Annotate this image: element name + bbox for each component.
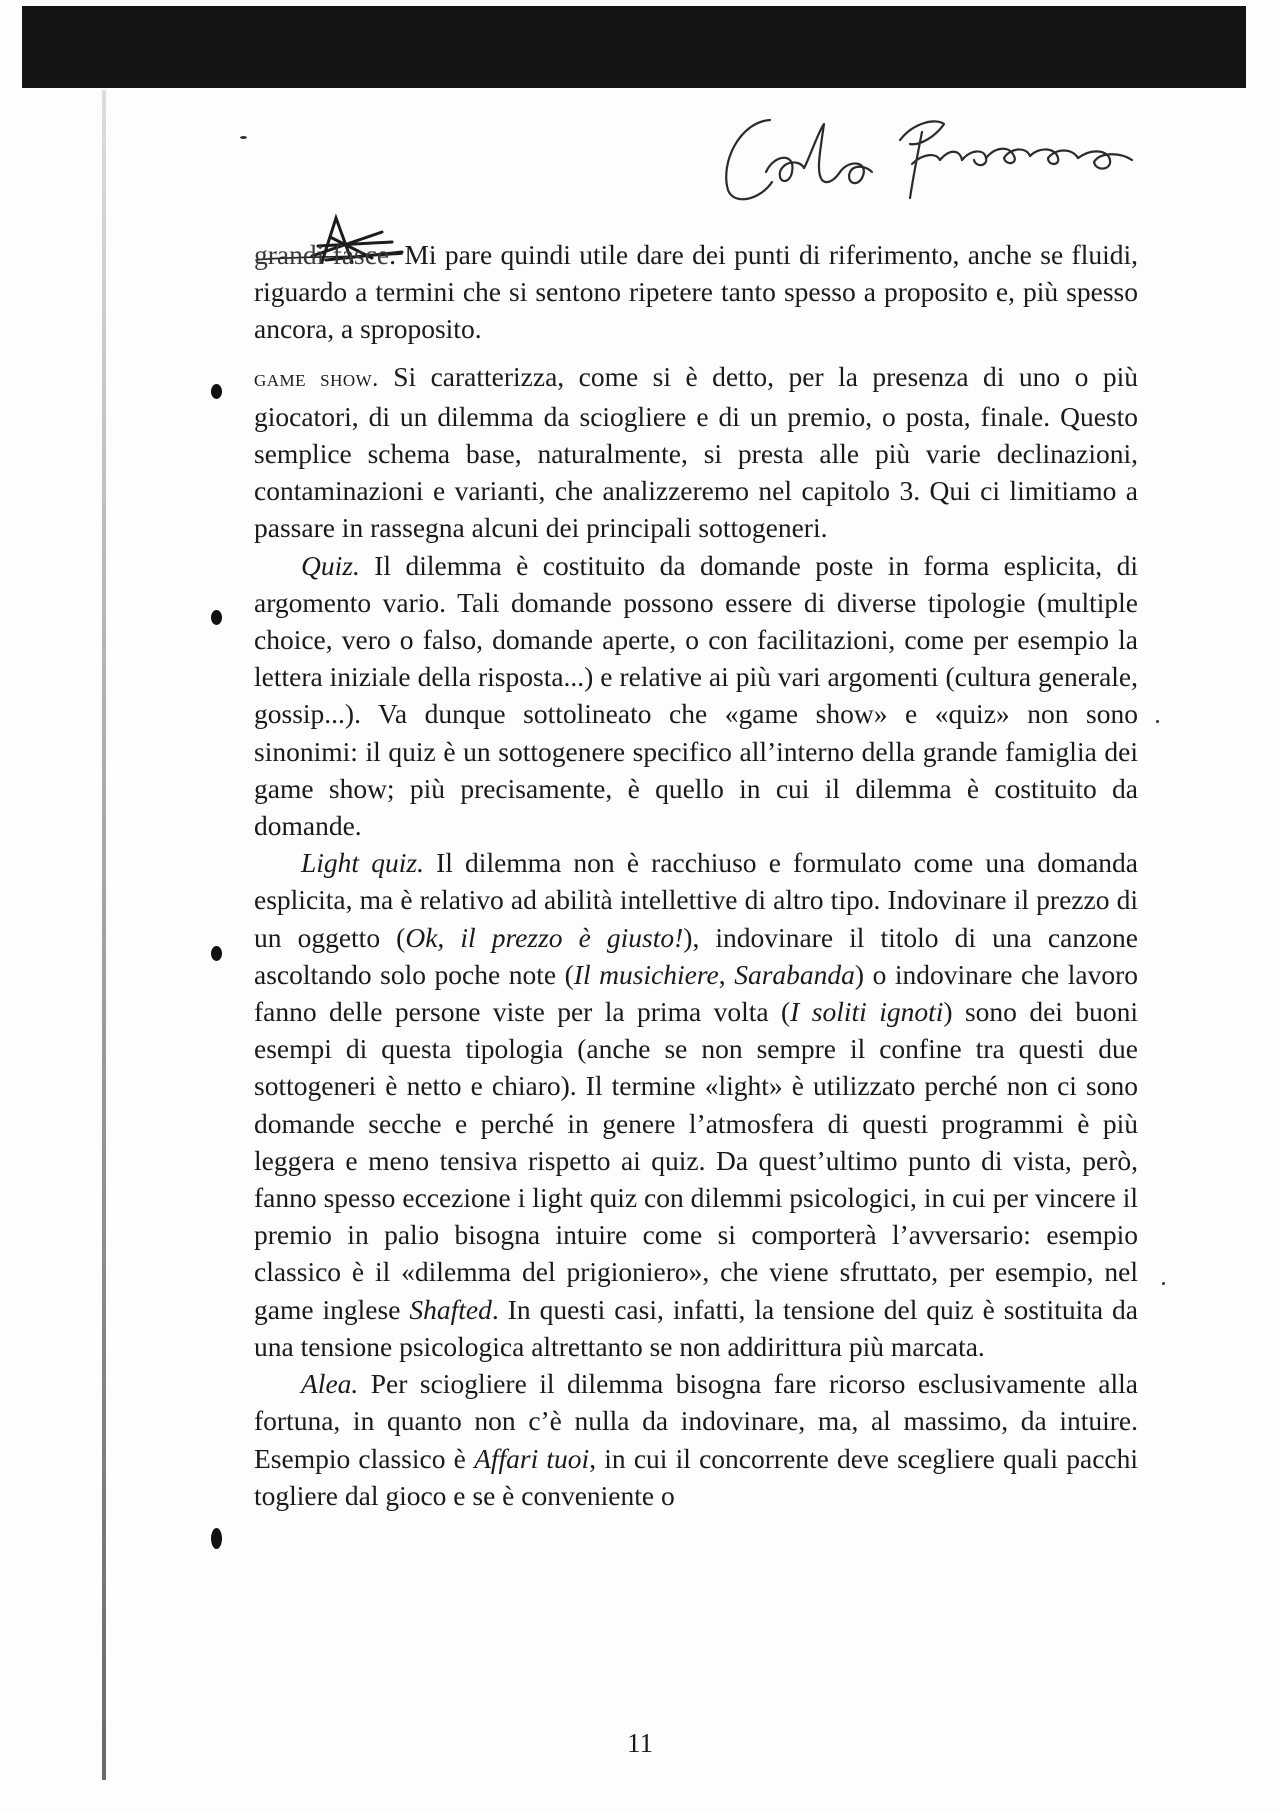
paragraph-text: Si caratterizza, come si è detto, per la presenza di uno o più giocatori, di un dilemma da sciogliere e di un premio, o posta, finale. Questo semplice schema base, naturalmente, si presta alle più varie declinazioni, contaminazioni e varianti, che analizzeremo nel capitolo 3. Qui ci limitiamo a passare in rassegna alcuni dei principali sottogeneri. — [254, 360, 1139, 544]
program-title: I soliti ignoti — [790, 996, 944, 1028]
subsection-heading: Quiz. — [301, 549, 360, 581]
paragraph-text: ), indovinare il titolo di una canzone ascoltando solo poche note ( — [254, 921, 1138, 990]
program-title: Shafted — [409, 1293, 492, 1325]
program-title: Affari tuoi — [474, 1442, 590, 1474]
margin-bullet-mark — [211, 1528, 222, 1549]
paragraph-text: , in cui il concorrente deve scegliere quali pacchi togliere dal gioco e se è conveniente o — [254, 1442, 1138, 1511]
paragraph-light-quiz — [254, 844, 1138, 1365]
scan-binding-edge — [102, 90, 106, 1780]
subsection-heading: Alea. — [301, 1368, 359, 1400]
margin-bullet-mark — [211, 610, 222, 625]
scan-speck — [1156, 720, 1159, 723]
handwritten-signature — [700, 102, 1180, 212]
paragraph-intro — [254, 236, 1138, 348]
program-title: Il musichiere — [573, 958, 719, 990]
paragraph-text: . In questi casi, infatti, la tensione del quiz è sostituita da una tensione psicologica altrettanto se non addirittura più marcata. — [254, 1293, 1138, 1362]
section-heading: game show. — [254, 365, 379, 392]
margin-bullet-mark — [211, 946, 222, 961]
paragraph-text: Il dilemma è costituito da domande poste in forma esplicita, di argomento vario. Tali domande possono essere di diverse tipologie (multiple choice, vero o falso, domande aperte, o con facilitazioni, come per esempio la lettera iniziale della risposta...) e relative ai più vari argomenti (cultura generale, gossip...). Va dunque sottolineato che «game show» e «quiz» non sono sinonimi: il quiz è un sottogenere specifico all’interno della grande famiglia dei game show; più precisamente, è quello in cui il dilemma è costituito da domande. — [254, 549, 1138, 842]
scan-speck — [240, 136, 247, 139]
paragraph-text: . Mi pare quindi utile dare dei punti di riferimento, anche se fluidi, riguardo a termini che si sentono ripetere tanto spesso a proposito e, più spesso ancora, a sproposito. — [254, 239, 1138, 345]
paragraph-text: Il dilemma non è racchiuso e formulato come una domanda esplicita, ma è relativo ad abilità intellettive di altro tipo. Indovinare il prezzo di un oggetto ( — [254, 847, 1138, 953]
scan-speck — [1162, 1282, 1165, 1285]
margin-bullet-mark — [211, 384, 222, 399]
paragraph-text: ) o indovinare che lavoro fanno delle persone viste per la prima volta ( — [254, 958, 1138, 1028]
program-title: Ok, il prezzo è giusto! — [405, 921, 684, 953]
page-number: 11 — [627, 1728, 653, 1758]
scan-dark-band — [22, 6, 1246, 88]
paragraph-alea — [254, 1365, 1138, 1514]
paragraph-text: Per sciogliere il dilemma bisogna fare ricorso esclusivamente alla fortuna, in quanto non c’è nulla da indovinare, ma, al massimo, da intuire. Esempio classico è — [254, 1368, 1138, 1474]
subsection-heading: Light quiz. — [301, 847, 424, 879]
program-title: Sarabanda — [734, 958, 855, 990]
paragraph-text: ) sono dei buoni esempi di questa tipologia (anche se non sempre il confine tra questi due sottogeneri è netto e chiaro). Il termine «light» è utilizzato perché non ci sono domande secche e perché in genere l’atmosfera di questi programmi è più leggera e meno tensiva rispetto ai quiz. Da quest’ultimo punto di vista, però, fanno spesso eccezione i light quiz con dilemmi psicologici, in cui per vincere il premio in palio bisogna intuire come si comporterà l’avversario: esempio classico è il «dilemma del prigioniero», che viene sfruttato, per esempio, nel game inglese — [254, 996, 1138, 1325]
crossed-out-word: grandi fasce — [254, 239, 390, 270]
signature-strokes — [700, 102, 1180, 212]
paragraph-quiz — [254, 547, 1138, 845]
paragraph-text: , — [718, 958, 735, 990]
document-body — [254, 236, 1138, 1514]
paragraph-game-show — [254, 358, 1138, 547]
